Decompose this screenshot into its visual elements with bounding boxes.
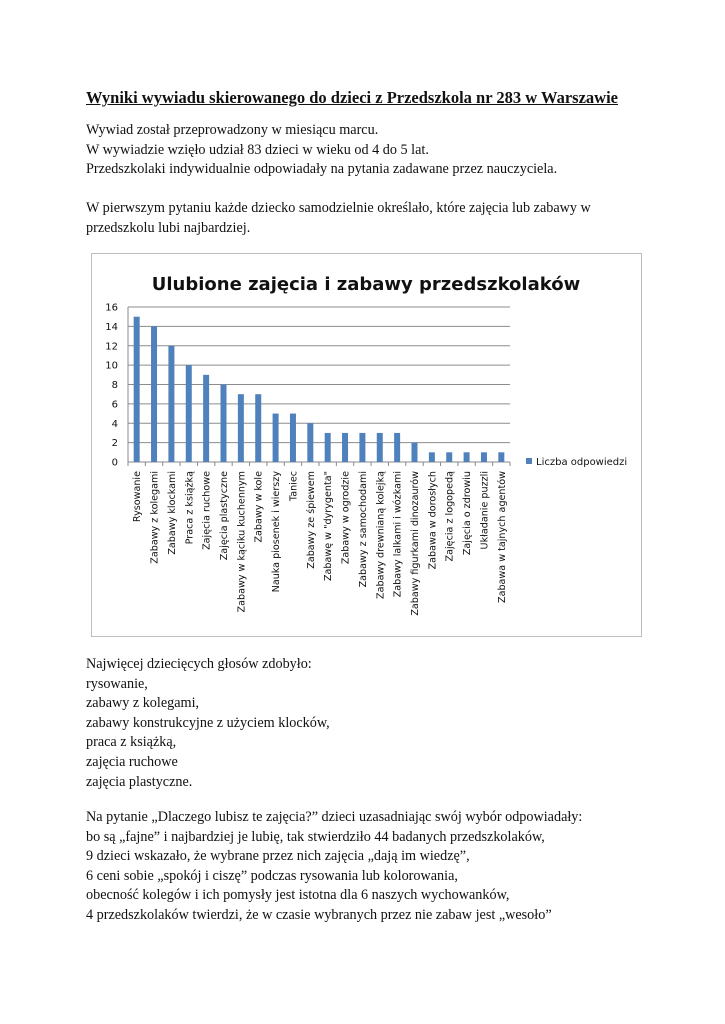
bar-chart [92, 254, 641, 636]
y-tick-label: 0 [111, 457, 118, 469]
bar [481, 452, 487, 462]
y-tick-label: 6 [111, 399, 118, 411]
top-votes-paragraph [86, 655, 330, 792]
x-tick-label: Rysowanie [132, 471, 144, 523]
x-tick-label: Zabawy z samochodami [357, 471, 369, 588]
top-votes-line: praca z książką, [86, 734, 177, 751]
why-line: 6 ceni sobie „spokój i ciszę” podczas rysowania lub kolorowania, [86, 867, 458, 884]
top-votes-line: zajęcia plastyczne. [86, 773, 193, 790]
bar [307, 423, 313, 462]
bar [290, 414, 296, 462]
x-tick-label: Nauka piosenek i wierszy [271, 471, 283, 593]
bar [168, 346, 174, 462]
bar [203, 375, 209, 462]
bar [464, 452, 470, 462]
why-line: 4 przedszkolaków twierdzi, że w czasie wybranych przez nie zabaw jest „wesoło” [86, 906, 552, 923]
top-votes-line: zabawy konstrukcyjne z użyciem klocków, [86, 714, 330, 731]
bar [221, 385, 227, 463]
x-tick-label: Zajęcia plastyczne [219, 471, 230, 561]
bar [412, 443, 418, 462]
bar [394, 433, 400, 462]
x-tick-label: Zabawy lalkami i wózkami [392, 471, 404, 598]
bar [498, 452, 504, 462]
y-tick-label: 4 [111, 418, 118, 430]
intro-paragraph [86, 121, 557, 180]
bar [273, 414, 279, 462]
x-tick-label: Zabawy w ogrodzie [340, 471, 352, 565]
y-tick-label: 2 [111, 438, 118, 450]
x-tick-label: Zajęcia o zdrowiu [462, 471, 474, 556]
x-tick-label: Zabawy klockami [166, 471, 178, 555]
x-tick-label: Zabawa w dorosłych [427, 471, 439, 570]
top-votes-line: zajęcia ruchowe [86, 753, 178, 770]
document-title: Wyniki wywiadu skierowanego do dzieci z Przedszkola nr 283 w Warszawie [86, 88, 618, 107]
y-tick-label: 16 [105, 302, 118, 314]
bar [151, 326, 157, 462]
bar [342, 433, 348, 462]
top-votes-line: Najwięcej dziecięcych głosów zdobyło: [86, 656, 312, 672]
why-line: bo są „fajne” i najbardziej je lubię, tak stwierdziło 44 badanych przedszkolaków, [86, 828, 545, 845]
x-tick-label: Zabawy w kąciku kuchennym [236, 471, 248, 613]
x-tick-label: Zajęcia z logopedą [444, 471, 456, 562]
x-tick-label: Zajęcia ruchowe [201, 471, 213, 550]
bar [429, 452, 435, 462]
chart-title: Ulubione zajęcia i zabawy przedszkolaków [151, 274, 581, 295]
top-votes-line: zabawy z kolegami, [86, 695, 200, 712]
bar [359, 433, 365, 462]
why-line: obecność kolegów i ich pomysły jest istotna dla 6 naszych wychowanków, [86, 887, 510, 904]
x-tick-label: Zabawę w "dyrygenta" [323, 471, 335, 582]
question1-paragraph [86, 199, 591, 238]
x-tick-label: Praca z książką [184, 471, 196, 545]
intro-line: W wywiadzie wzięło udział 83 dzieci w wieku od 4 do 5 lat. [86, 141, 429, 158]
x-tick-label: Zabawy ze śpiewem [305, 471, 317, 569]
bar [238, 394, 244, 462]
y-tick-label: 14 [105, 321, 118, 333]
x-tick-label: Zabawa w tajnych agentów [496, 471, 508, 603]
why-line: Na pytanie „Dlaczego lubisz te zajęcia?” dzieci uzasadniając swój wybór odpowiadały: [86, 809, 583, 825]
why-paragraph [86, 808, 582, 926]
bar [446, 452, 452, 462]
question1-line: W pierwszym pytaniu każde dziecko samodzielnie określało, które zajęcia lub zabawy w [86, 200, 591, 216]
x-tick-label: Taniec [288, 471, 300, 502]
x-tick-label: Zabawy z kolegami [149, 471, 161, 564]
top-votes-line: rysowanie, [86, 675, 148, 692]
bar [377, 433, 383, 462]
y-tick-label: 8 [111, 380, 118, 391]
why-line: 9 dzieci wskazało, że wybrane przez nich zajęcia „dają im wiedzę”, [86, 848, 470, 865]
legend-swatch [526, 458, 532, 464]
y-tick-label: 10 [105, 360, 118, 372]
y-tick-label: 12 [105, 341, 118, 353]
legend-label: Liczba odpowiedzi [536, 457, 628, 468]
bar [325, 433, 331, 462]
bar [255, 394, 261, 462]
bar [186, 365, 192, 462]
bar [134, 317, 140, 462]
x-tick-label: Zabawy w kole [253, 471, 265, 543]
x-tick-label: Zabawy drewnianą kolejką [375, 471, 387, 599]
x-tick-label: Układanie puzzli [479, 471, 491, 550]
x-tick-label: Zabawy figurkami dinozaurów [410, 471, 421, 616]
intro-line: Przedszkolaki indywidualnie odpowiadały na pytania zadawane przez nauczyciela. [86, 161, 558, 178]
intro-line: Wywiad został przeprowadzony w miesiącu marcu. [86, 122, 379, 138]
question1-line: przedszkolu lubi najbardziej. [86, 219, 251, 236]
chart-frame [91, 253, 642, 637]
